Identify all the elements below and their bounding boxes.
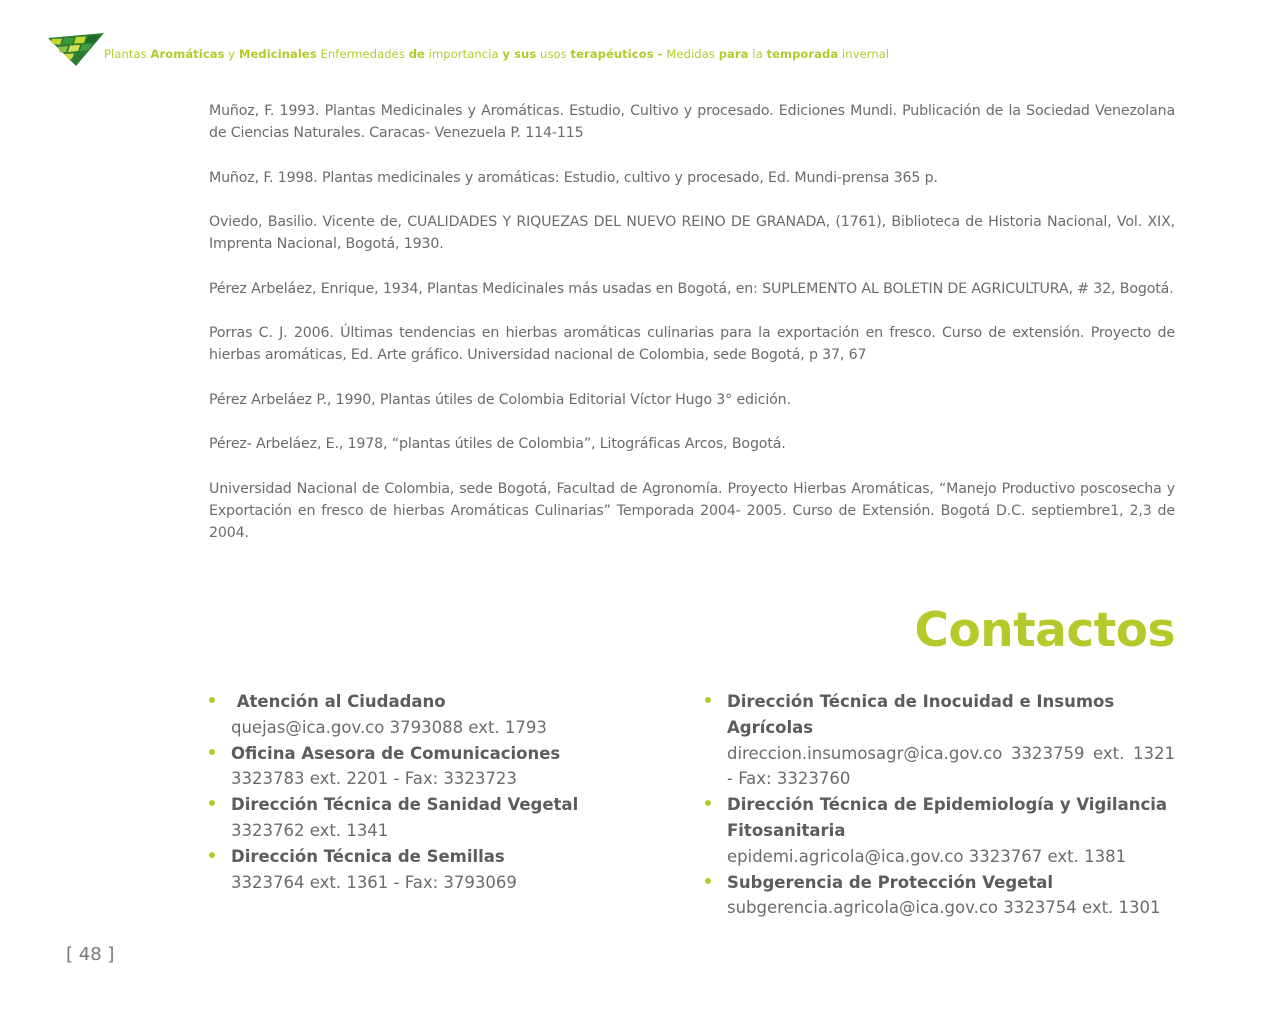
- contact-name: Dirección Técnica de Inocuidad e Insumos Agrícolas: [727, 692, 1115, 737]
- contact-name: Subgerencia de Protección Vegetal: [727, 872, 1054, 892]
- bullet-icon: [209, 749, 215, 755]
- contact-name: Dirección Técnica de Epidemiología y Vigilancia Fitosanitaria: [727, 795, 1168, 840]
- contact-item: [705, 792, 1175, 869]
- contact-name: Dirección Técnica de Semillas: [231, 846, 505, 866]
- contacts-list-right: [705, 689, 1175, 921]
- contact-item: [209, 844, 659, 896]
- running-title-part: Enfermedades: [316, 47, 409, 61]
- contact-detail: 3323783 ext. 2201 - Fax: 3323723: [231, 769, 517, 789]
- references-list: [209, 100, 1175, 566]
- contact-item: [209, 689, 659, 741]
- contact-item: [705, 870, 1175, 922]
- page-header: [48, 30, 1048, 70]
- bullet-icon: [705, 800, 711, 806]
- running-title-part: Aromáticas: [150, 47, 225, 61]
- running-title-part: Medicinales: [238, 47, 317, 61]
- reference-entry: Muñoz, F. 1998. Plantas medicinales y aromáticas: Estudio, cultivo y procesado, Ed. Mundi-prensa 365 p.: [209, 169, 938, 186]
- contact-detail: quejas@ica.gov.co 3793088 ext. 1793: [231, 717, 547, 737]
- contact-item: [209, 741, 659, 793]
- contacts-list-left: [209, 689, 659, 895]
- contact-name: Dirección Técnica de Sanidad Vegetal: [231, 795, 579, 815]
- reference-entry: Oviedo, Basilio. Vicente de, CUALIDADES Y RIQUEZAS DEL NUEVO REINO DE GRANADA, (1761), Biblioteca de Historia Nacional, Vol. XIX, Imprenta Nacional, Bogotá, 1930.: [209, 214, 1175, 252]
- bullet-icon: [209, 852, 215, 858]
- reference-entry: Muñoz, F. 1993. Plantas Medicinales y Aromáticas. Estudio, Cultivo y procesado. Ediciones Mundi. Publicación de la Sociedad Venezolana de Ciencias Naturales. Caracas- Venezuela P. 114-115: [209, 103, 1175, 141]
- contact-detail: epidemi.agricola@ica.gov.co 3323767 ext. 1381: [727, 846, 1127, 866]
- running-title-part: usos: [536, 47, 571, 61]
- running-title-part: Plantas: [104, 47, 151, 61]
- reference-entry: Pérez Arbeláez, Enrique, 1934, Plantas Medicinales más usadas en Bogotá, en: SUPLEMENTO AL BOLETIN DE AGRICULTURA, # 32, Bogotá.: [209, 280, 1174, 297]
- running-title-part: y sus: [502, 47, 537, 61]
- contact-item: [705, 689, 1175, 792]
- running-title-part: importancia: [424, 47, 503, 61]
- contact-item: [209, 792, 659, 844]
- reference-entry: Universidad Nacional de Colombia, sede Bogotá, Facultad de Agronomía. Proyecto Hierbas Aromáticas, “Manejo Productivo poscosecha y Exportación en fresco de hierbas Aromáticas Culinarias” Temporada 2004- 2005. Curso de Extensión. Bogotá D.C. septiembre1, 2,3 de 2004.: [209, 480, 1175, 541]
- running-title-part: y: [224, 47, 239, 61]
- bullet-icon: [705, 697, 711, 703]
- running-title-part: Medidas: [662, 47, 719, 61]
- page-number: [ 48 ]: [66, 944, 115, 965]
- contact-detail: direccion.insumosagr@ica.gov.co 3323759 ext. 1321 - Fax: 3323760: [727, 743, 1175, 789]
- bullet-icon: [209, 800, 215, 806]
- contacts-heading: Contactos: [914, 603, 1175, 658]
- running-title-part: temporada: [766, 47, 839, 61]
- contact-detail: 3323764 ext. 1361 - Fax: 3793069: [231, 872, 517, 892]
- running-title-part: de: [408, 47, 425, 61]
- contact-name: Atención al Ciudadano: [231, 692, 446, 711]
- running-title-part: la: [748, 47, 767, 61]
- reference-entry: Porras C. J. 2006. Últimas tendencias en hierbas aromáticas culinarias para la exportación en fresco. Curso de extensión. Proyecto de hierbas aromáticas, Ed. Arte gráfico. Universidad nacional de Colombia, sede Bogotá, p 37, 67: [209, 325, 1175, 363]
- ica-logo-icon: [48, 30, 106, 68]
- running-title-part: para: [718, 47, 749, 61]
- contact-name: Oficina Asesora de Comunicaciones: [231, 743, 561, 763]
- running-title-part: terapéuticos -: [570, 47, 663, 61]
- running-title: [104, 47, 889, 61]
- bullet-icon: [705, 878, 711, 884]
- contact-detail: 3323762 ext. 1341: [231, 820, 389, 840]
- reference-entry: Pérez- Arbeláez, E., 1978, “plantas útiles de Colombia”, Litográficas Arcos, Bogotá.: [209, 436, 786, 452]
- bullet-icon: [209, 697, 215, 703]
- contact-detail: subgerencia.agricola@ica.gov.co 3323754 ext. 1301: [727, 898, 1161, 918]
- running-title-part: invernal: [838, 47, 890, 61]
- reference-entry: Pérez Arbeláez P., 1990, Plantas útiles de Colombia Editorial Víctor Hugo 3° edición.: [209, 391, 791, 408]
